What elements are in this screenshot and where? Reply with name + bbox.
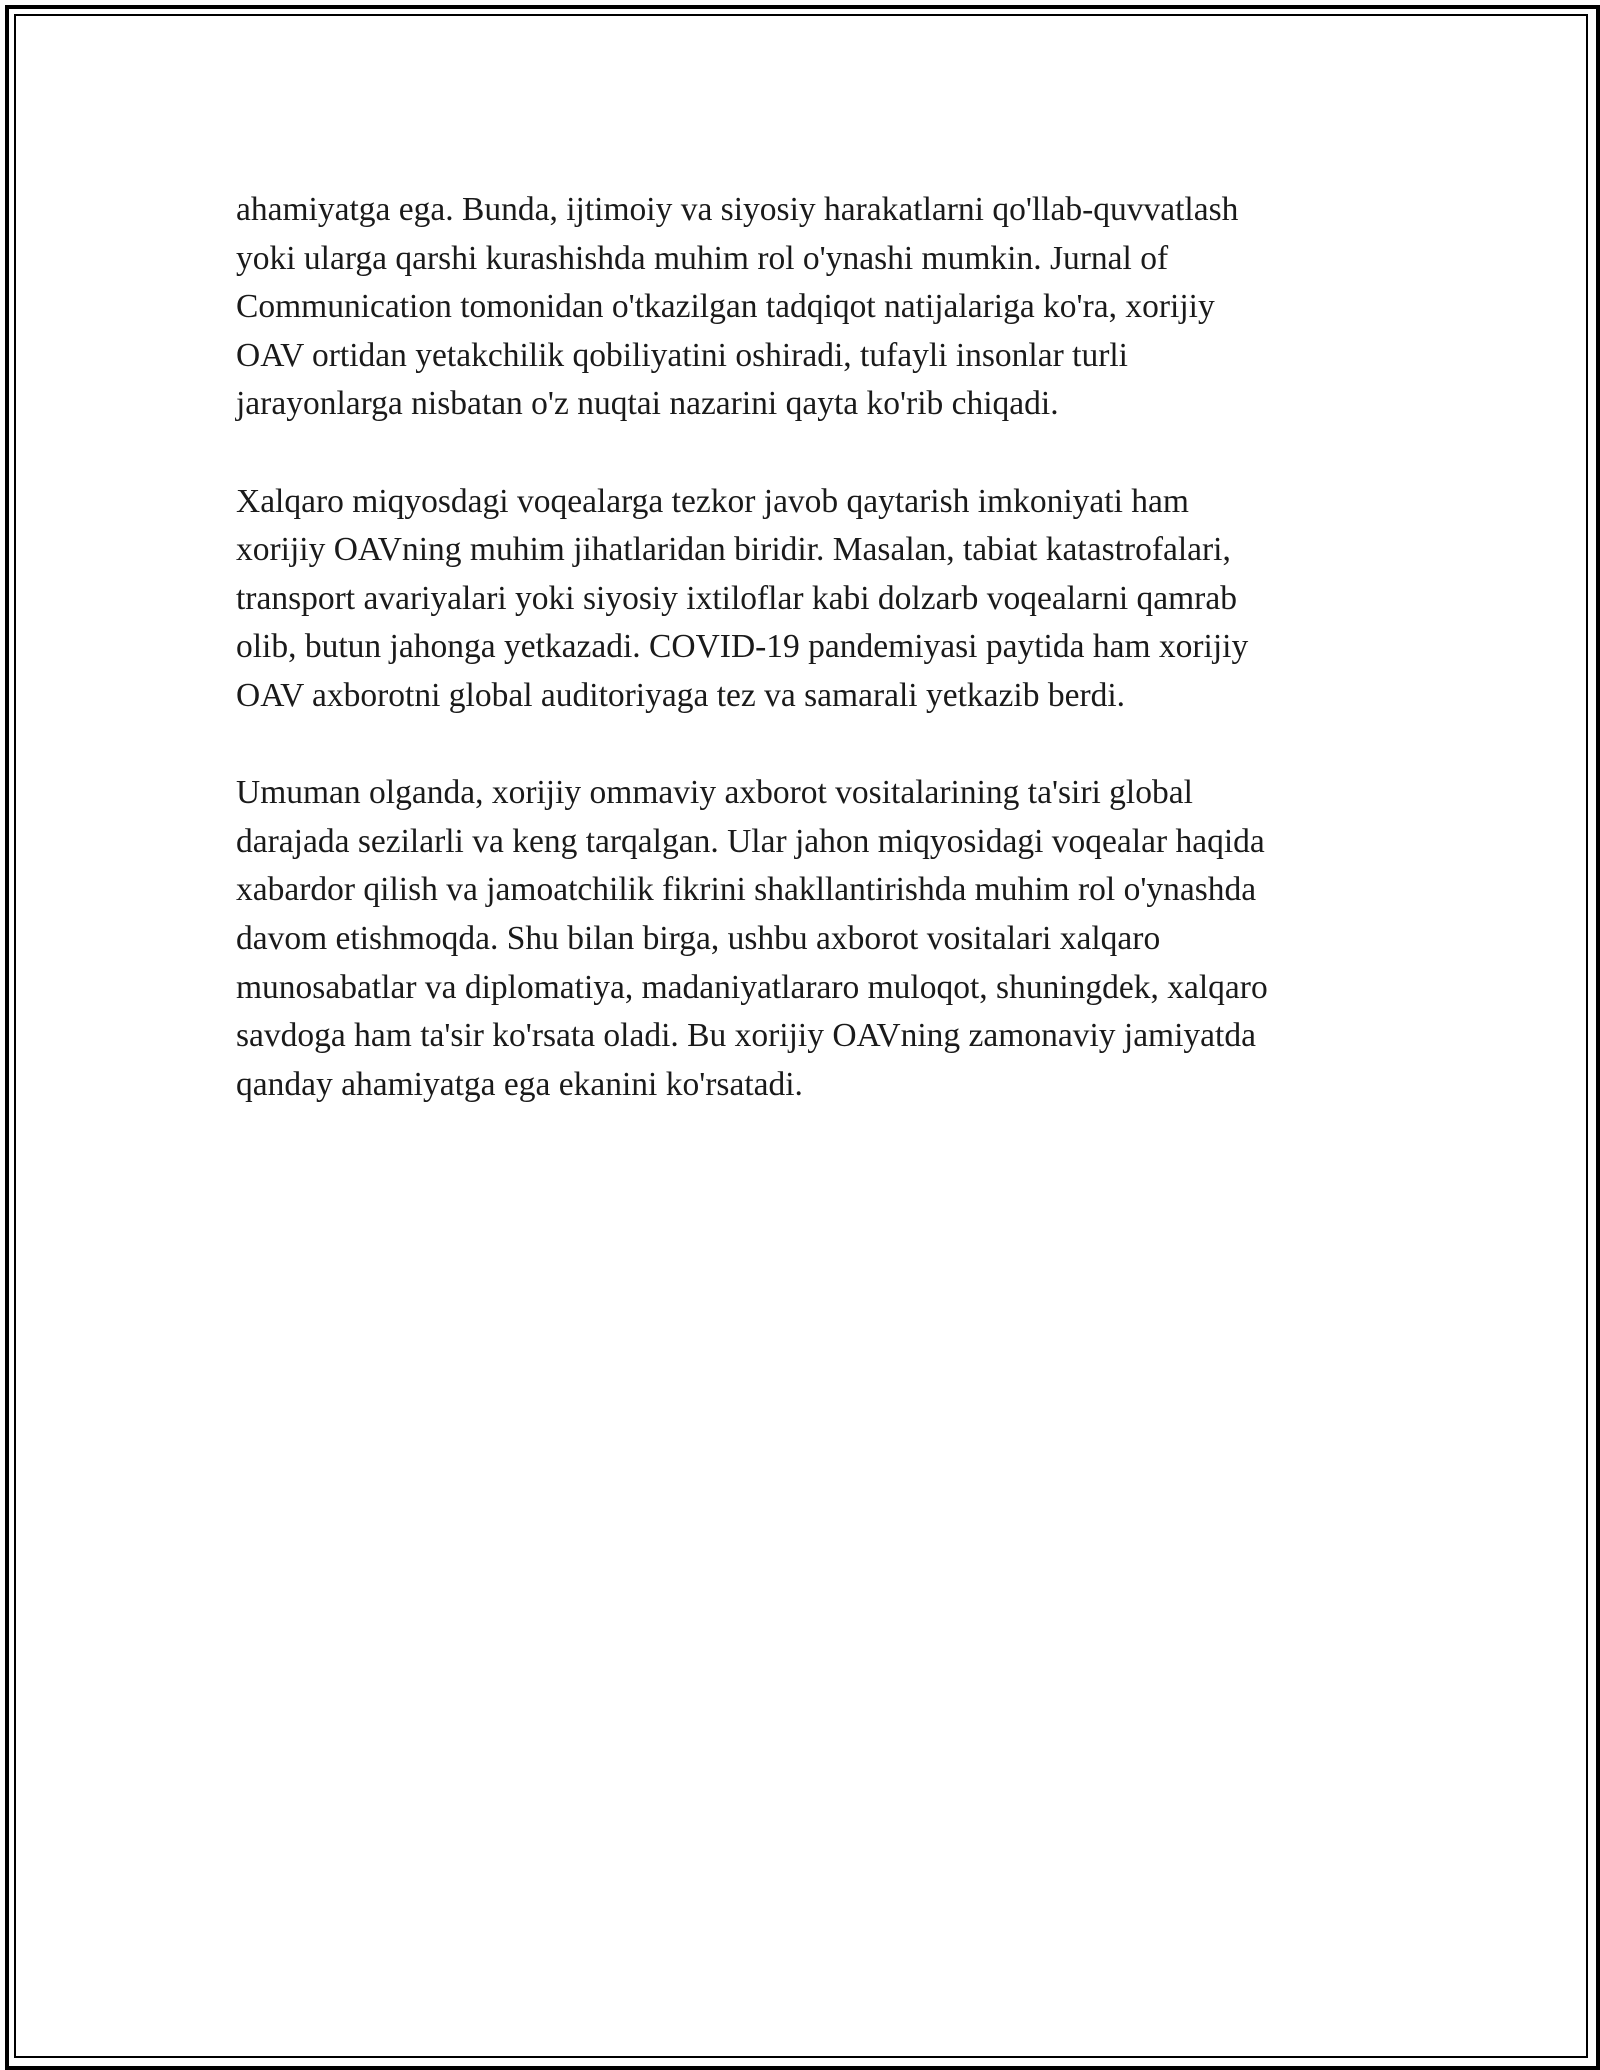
paragraph-3 <box>236 769 1376 1109</box>
text-line: qanday ahamiyatga ega ekanini ko'rsatadi. <box>236 1065 803 1103</box>
text-line: yoki ularga qarshi kurashishda muhim rol o'ynashi mumkin. Jurnal of <box>236 239 1169 277</box>
text-line: transport avariyalari yoki siyosiy ixtiloflar kabi dolzarb voqealarni qamrab <box>236 579 1237 617</box>
text-line: munosabatlar va diplomatiya, madaniyatlararo muloqot, shuningdek, xalqaro <box>236 968 1268 1006</box>
text-line: OAV ortidan yetakchilik qobiliyatini oshiradi, tufayli insonlar turli <box>236 336 1128 374</box>
text-line: Communication tomonidan o'tkazilgan tadqiqot natijalariga ko'ra, xorijiy <box>236 288 1215 326</box>
text-line: darajada sezilarli va keng tarqalgan. Ular jahon miqyosidagi voqealar haqida <box>236 822 1265 860</box>
text-line: Umuman olganda, xorijiy ommaviy axborot vositalarining ta'siri global <box>236 774 1193 812</box>
text-line: xorijiy OAVning muhim jihatlaridan biridir. Masalan, tabiat katastrofalari, <box>236 531 1231 569</box>
text-line: jarayonlarga nisbatan o'z nuqtai nazarini qayta ko'rib chiqadi. <box>236 385 1059 423</box>
text-line: Xalqaro miqyosdagi voqealarga tezkor javob qaytarish imkoniyati ham <box>236 482 1189 520</box>
text-line: OAV axborotni global auditoriyaga tez va samarali yetkazib berdi. <box>236 676 1126 714</box>
text-line: olib, butun jahonga yetkazadi. COVID-19 pandemiyasi paytida ham xorijiy <box>236 628 1249 666</box>
text-line: ahamiyatga ega. Bunda, ijtimoiy va siyosiy harakatlarni qo'llab-quvvatlash <box>236 191 1239 228</box>
text-line: xabardor qilish va jamoatchilik fikrini shakllantirishda muhim rol o'ynashda <box>236 871 1257 909</box>
text-line: savdoga ham ta'sir ko'rsata oladi. Bu xorijiy OAVning zamonaviy jamiyatda <box>236 1017 1256 1055</box>
document-body <box>236 186 1376 1158</box>
text-line: davom etishmoqda. Shu bilan birga, ushbu axborot vositalari xalqaro <box>236 919 1161 957</box>
paragraph-2 <box>236 478 1376 721</box>
paragraph-1 <box>236 186 1376 429</box>
